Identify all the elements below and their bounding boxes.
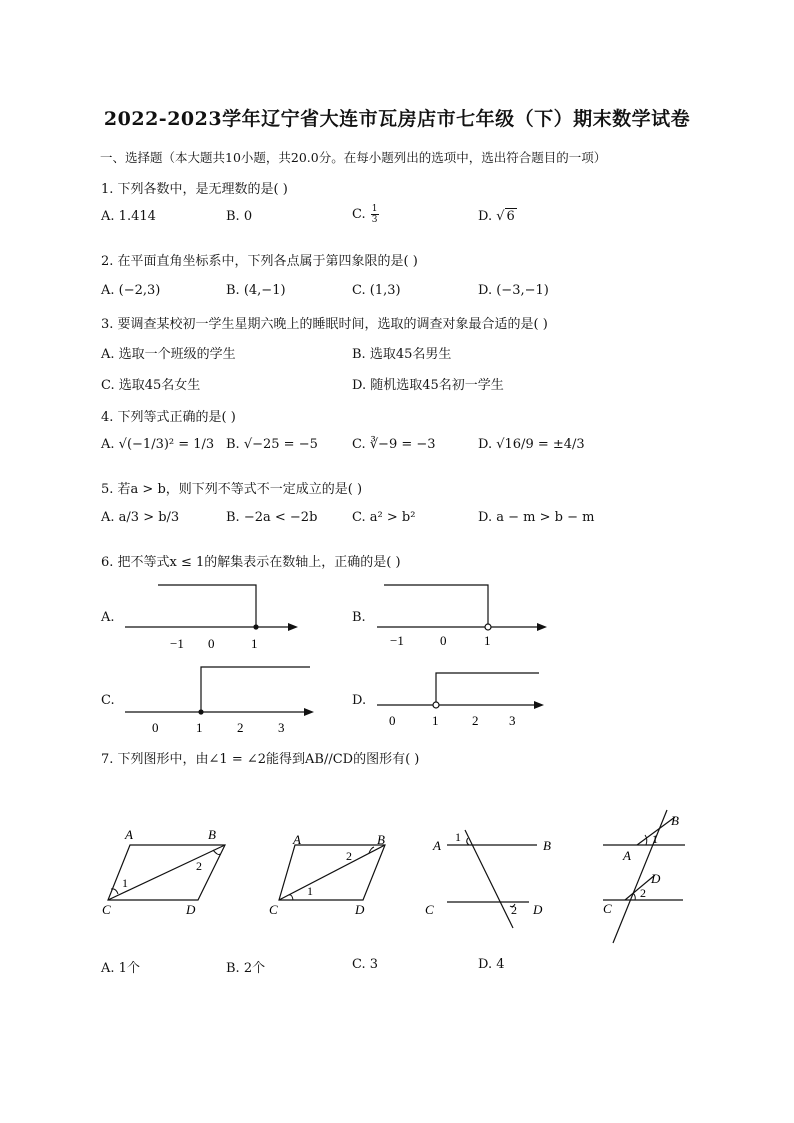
tick-label: 0 xyxy=(208,636,215,651)
q3-option-c[interactable]: C. 选取45名女生 xyxy=(101,378,201,393)
vertex-label: A xyxy=(623,848,631,863)
tick-label: 0 xyxy=(389,713,396,728)
vertex-label: D xyxy=(355,902,365,917)
q1-stem: 1. 下列各数中，是无理数的是( ) xyxy=(101,182,288,197)
tick-label: −1 xyxy=(170,636,184,651)
q5-option-c[interactable]: C. a² > b² xyxy=(352,510,416,525)
angle-label: 2 xyxy=(346,849,352,863)
figure-2 xyxy=(265,820,405,920)
q5-option-a[interactable]: A. a/3 > b/3 xyxy=(101,510,180,525)
numberline-b xyxy=(372,583,562,653)
numberline-d xyxy=(374,670,574,735)
tick-label: 1 xyxy=(251,636,258,651)
q6-option-a[interactable]: A. xyxy=(101,610,115,625)
vertex-label: B xyxy=(543,838,551,853)
q6-stem: 6. 把不等式x ≤ 1的解集表示在数轴上，正确的是( ) xyxy=(101,555,401,570)
figure-4 xyxy=(595,805,705,950)
tick-label: 1 xyxy=(196,720,203,735)
q7-option-c[interactable]: C. 3 xyxy=(352,957,379,972)
q1-option-b[interactable]: B. 0 xyxy=(226,209,253,224)
q4-stem: 4. 下列等式正确的是( ) xyxy=(101,410,236,425)
tick-label: 1 xyxy=(484,633,491,648)
tick-label: 3 xyxy=(509,713,516,728)
tick-label: 3 xyxy=(278,720,285,735)
q4-option-d[interactable]: D. √16/9 = ±4/3 xyxy=(478,437,585,452)
vertex-label: C xyxy=(102,902,111,917)
vertex-label: D xyxy=(651,871,661,886)
vertex-label: D xyxy=(186,902,196,917)
tick-label: −1 xyxy=(390,633,404,648)
figure-3 xyxy=(425,820,565,935)
q3-option-b[interactable]: B. 选取45名男生 xyxy=(352,347,452,362)
vertex-label: A xyxy=(293,832,301,847)
q6-option-d[interactable]: D. xyxy=(352,693,367,708)
figure-1 xyxy=(100,820,240,920)
q4-option-c[interactable]: C. ∛−9 = −3 xyxy=(352,437,436,452)
q1-option-c[interactable]: C. $\frac{1}{3}$ xyxy=(352,204,378,225)
vertex-label: D xyxy=(533,902,543,917)
numberline-c xyxy=(120,664,320,739)
q5-option-b[interactable]: B. −2a < −2b xyxy=(226,510,318,525)
angle-label: 2 xyxy=(511,903,517,917)
q2-stem: 2. 在平面直角坐标系中，下列各点属于第四象限的是( ) xyxy=(101,254,418,269)
vertex-label: C xyxy=(603,901,612,916)
angle-label: 2 xyxy=(640,886,646,900)
page-title: 2022-2023学年辽宁省大连市瓦房店市七年级（下）期末数学试卷 xyxy=(103,108,691,130)
q2-option-b[interactable]: B. (4,−1) xyxy=(226,283,286,298)
tick-label: 0 xyxy=(152,720,159,735)
angle-label: 1 xyxy=(652,832,658,846)
q7-stem: 7. 下列图形中，由∠1 = ∠2能得到AB//CD的图形有( ) xyxy=(101,752,420,767)
numberline-a xyxy=(120,583,310,653)
q2-option-d[interactable]: D. (−3,−1) xyxy=(478,283,549,298)
vertex-label: B xyxy=(208,827,216,842)
vertex-label: C xyxy=(269,902,278,917)
q6-option-c[interactable]: C. xyxy=(101,693,115,708)
q3-option-d[interactable]: D. 随机选取45名初一学生 xyxy=(352,378,504,393)
tick-label: 1 xyxy=(432,713,439,728)
q7-option-d[interactable]: D. 4 xyxy=(478,957,505,972)
q5-option-d[interactable]: D. a − m > b − m xyxy=(478,510,595,525)
q3-stem: 3. 要调查某校初一学生星期六晚上的睡眠时间，选取的调查对象最合适的是( ) xyxy=(101,317,548,332)
vertex-label: C xyxy=(425,902,434,917)
q2-option-a[interactable]: A. (−2,3) xyxy=(101,283,161,298)
q4-option-b[interactable]: B. √−25 = −5 xyxy=(226,437,318,452)
vertex-label: A xyxy=(125,827,133,842)
tick-label: 2 xyxy=(237,720,244,735)
q3-option-a[interactable]: A. 选取一个班级的学生 xyxy=(101,347,236,362)
q1-option-d[interactable]: D. √ 6 xyxy=(478,209,515,224)
section-heading: 一、选择题（本大题共10小题，共20.0分。在每小题列出的选项中，选出符合题目的一项） xyxy=(100,150,607,165)
vertex-label: B xyxy=(377,832,385,847)
angle-label: 2 xyxy=(196,859,202,873)
vertex-label: A xyxy=(433,838,441,853)
tick-label: 0 xyxy=(440,633,447,648)
q2-option-c[interactable]: C. (1,3) xyxy=(352,283,401,298)
angle-label: 1 xyxy=(455,830,461,844)
q6-option-b[interactable]: B. xyxy=(352,610,366,625)
q4-option-a[interactable]: A. √(−1/3)² = 1/3 xyxy=(101,437,215,452)
q7-option-b[interactable]: B. 2个 xyxy=(226,961,266,976)
angle-label: 1 xyxy=(307,884,313,898)
q1-option-a[interactable]: A. 1.414 xyxy=(101,209,156,224)
vertex-label: B xyxy=(671,813,679,828)
q5-stem: 5. 若a > b，则下列不等式不一定成立的是( ) xyxy=(101,482,363,497)
angle-label: 1 xyxy=(122,876,128,890)
q7-option-a[interactable]: A. 1个 xyxy=(101,961,140,976)
tick-label: 2 xyxy=(472,713,479,728)
